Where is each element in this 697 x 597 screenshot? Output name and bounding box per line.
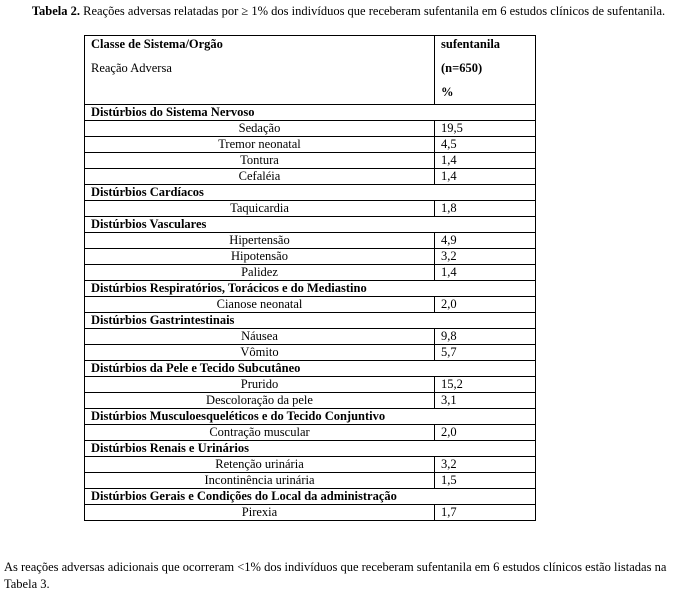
adverse-reactions-table — [84, 35, 536, 521]
reaction-percent: 5,7 — [435, 345, 536, 361]
reaction-name: Pirexia — [85, 505, 435, 521]
table-row — [85, 201, 536, 217]
reaction-name: Náusea — [85, 329, 435, 345]
reaction-percent: 15,2 — [435, 377, 536, 393]
category-label: Distúrbios Respiratórios, Torácicos e do Mediastino — [85, 281, 536, 297]
header-col2-line1: sufentanila — [441, 37, 501, 51]
header-system-class — [85, 36, 435, 105]
category-label: Distúrbios Musculoesqueléticos e do Tecido Conjuntivo — [85, 409, 536, 425]
header-row — [85, 36, 536, 105]
reaction-name: Cianose neonatal — [85, 297, 435, 313]
category-label: Distúrbios da Pele e Tecido Subcutâneo — [85, 361, 536, 377]
reaction-percent: 3,1 — [435, 393, 536, 409]
reaction-name: Palidez — [85, 265, 435, 281]
category-label: Distúrbios do Sistema Nervoso — [85, 105, 536, 121]
header-col1-line2: Reação Adversa — [91, 61, 172, 75]
table-row — [85, 425, 536, 441]
reaction-percent: 9,8 — [435, 329, 536, 345]
reaction-percent: 3,2 — [435, 457, 536, 473]
table-row — [85, 137, 536, 153]
footer-note: As reações adversas adicionais que ocorreram <1% dos indivíduos que receberam sufentanila em 6 estudos clínicos estão listadas na Tabela 3. — [4, 560, 667, 591]
category-row — [85, 313, 536, 329]
reaction-name: Cefaléia — [85, 169, 435, 185]
header-col2-line3: % — [441, 85, 454, 99]
category-label: Distúrbios Cardíacos — [85, 185, 536, 201]
reaction-percent: 4,5 — [435, 137, 536, 153]
reaction-name: Prurido — [85, 377, 435, 393]
table-row — [85, 393, 536, 409]
table-row — [85, 265, 536, 281]
reaction-percent: 1,4 — [435, 265, 536, 281]
category-row — [85, 489, 536, 505]
reaction-percent: 4,9 — [435, 233, 536, 249]
reaction-percent: 1,7 — [435, 505, 536, 521]
caption-label: Tabela 2. — [31, 4, 80, 18]
reaction-name: Contração muscular — [85, 425, 435, 441]
reaction-percent: 19,5 — [435, 121, 536, 137]
caption-text: Reações adversas relatadas por ≥ 1% dos indivíduos que receberam sufentanila em 6 estudos clínicos de sufentanila. — [83, 4, 666, 18]
category-row — [85, 281, 536, 297]
reaction-percent: 1,5 — [435, 473, 536, 489]
category-label: Distúrbios Renais e Urinários — [85, 441, 536, 457]
reaction-name: Descoloração da pele — [85, 393, 435, 409]
category-row — [85, 217, 536, 233]
category-row — [85, 185, 536, 201]
table-row — [85, 169, 536, 185]
category-label: Distúrbios Vasculares — [85, 217, 536, 233]
reaction-percent: 2,0 — [435, 425, 536, 441]
reaction-percent: 2,0 — [435, 297, 536, 313]
category-row — [85, 105, 536, 121]
reaction-name: Hipertensão — [85, 233, 435, 249]
header-col2-line2: (n=650) — [441, 61, 483, 75]
reaction-name: Sedação — [85, 121, 435, 137]
category-row — [85, 409, 536, 425]
reaction-name: Taquicardia — [85, 201, 435, 217]
header-col1-line1: Classe de Sistema/Orgão — [91, 37, 223, 51]
table-row — [85, 345, 536, 361]
table-row — [85, 233, 536, 249]
table-row — [85, 457, 536, 473]
table-row — [85, 153, 536, 169]
reaction-name: Retenção urinária — [85, 457, 435, 473]
table-row — [85, 377, 536, 393]
reaction-name: Tontura — [85, 153, 435, 169]
category-row — [85, 361, 536, 377]
table-caption — [4, 4, 693, 19]
reaction-percent: 1,4 — [435, 153, 536, 169]
reaction-percent: 1,4 — [435, 169, 536, 185]
reaction-name: Vômito — [85, 345, 435, 361]
category-row — [85, 441, 536, 457]
table-row — [85, 329, 536, 345]
table-row — [85, 121, 536, 137]
category-label: Distúrbios Gastrintestinais — [85, 313, 536, 329]
reaction-percent: 1,8 — [435, 201, 536, 217]
table-row — [85, 473, 536, 489]
reaction-name: Hipotensão — [85, 249, 435, 265]
category-label: Distúrbios Gerais e Condições do Local da administração — [85, 489, 536, 505]
header-sufentanil — [435, 36, 536, 105]
reaction-percent: 3,2 — [435, 249, 536, 265]
reaction-name: Tremor neonatal — [85, 137, 435, 153]
table-body — [85, 36, 536, 521]
table-row — [85, 505, 536, 521]
table-row — [85, 249, 536, 265]
table-row — [85, 297, 536, 313]
reaction-name: Incontinência urinária — [85, 473, 435, 489]
